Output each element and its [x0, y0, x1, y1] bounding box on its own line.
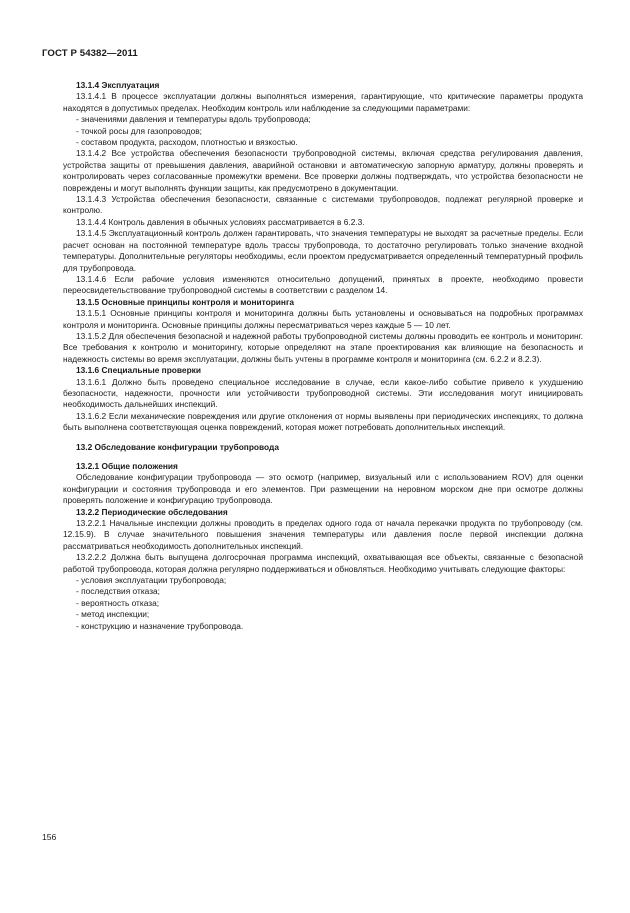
paragraph-13-1-4-4: 13.1.4.4 Контроль давления в обычных условиях рассматривается в 6.2.3. — [76, 216, 365, 227]
paragraph-13-2-2-2: 13.2.2.2 Должна быть выпущена долгосрочная программа инспекций, охватывающая все объекты, связанные с безопасной работой трубопровода, которая должна регулярно поддерживаться и обновляться. Необходимо учитывать следующие факторы: — [63, 552, 583, 574]
paragraph-13-1-4-1: 13.1.4.1 В процессе эксплуатации должны выполняться измерения, гарантирующие, что критические параметры продукта находятся в допустимых пределах. Необходим контроль или наблюдение за следующими параметрами: — [63, 91, 583, 113]
list-item: - точкой росы для газопроводов; — [76, 125, 202, 136]
paragraph-13-1-4-5: 13.1.4.5 Эксплуатационный контроль должен гарантировать, что значения температуры не выходят за расчетные пределы. Если расчет основан на постоянной температуре вдоль трассы трубопровода, то достаточно регулировать только значение входной температуры. Дополнительные регуляторы необходимы, если проектом предусматривается определенный температурный профиль для трубопровода. — [63, 228, 583, 273]
document-body — [63, 80, 583, 632]
list-item: - составом продукта, расходом, плотностью и вязкостью. — [76, 137, 298, 148]
document-header: ГОСТ Р 54382—2011 — [42, 48, 138, 59]
subsection-heading-13-2-1: 13.2.1 Общие положения — [76, 461, 178, 471]
paragraph-13-1-4-3: 13.1.4.3 Устройства обеспечения безопасности, связанные с системами трубопроводов, подлежат регулярной проверке и контролю. — [63, 194, 583, 216]
paragraph-13-1-6-2: 13.1.6.2 Если механические повреждения или другие отклонения от нормы выявлены при периодических инспекциях, то должна быть выполнена соответствующая оценка повреждений, которая может потребовать дополнительных инспекций. — [63, 410, 583, 433]
subsection-heading-13-1-6: 13.1.6 Специальные проверки — [76, 365, 201, 376]
subsection-heading-13-2-2: 13.2.2 Периодические обследования — [76, 506, 228, 517]
list-item: - конструкцию и назначение трубопровода. — [76, 620, 244, 631]
paragraph-13-1-5-2: 13.1.5.2 Для обеспечения безопасной и надежной работы трубопроводной системы должны проводить ее контроль и мониторинг. Все требования к контролю и мониторингу, которые определяют на этапе проектирования как влияющие на безопасность и надежность системы во время эксплуатации, должны быть учтены в программе контроля и мониторинга (см. 6.2.2 и 8.2.3). — [63, 330, 583, 364]
subsection-heading-13-1-5: 13.1.5 Основные принципы контроля и мониторинга — [76, 296, 295, 307]
subsection-heading-13-1-4: 13.1.4 Эксплуатация — [76, 80, 160, 90]
list-item: - вероятность отказа; — [76, 597, 160, 608]
list-item: - последствия отказа; — [76, 586, 160, 597]
list-item: - условия эксплуатации трубопровода; — [76, 575, 227, 586]
paragraph-13-1-6-1: 13.1.6.1 Должно быть проведено специальное исследование в случае, если какое-либо событие привело к ухудшению безопасности, надежности, прочности или устойчивости трубопроводной системы. Эти исследования могут инициировать необходимость дальнейших инспекций. — [63, 376, 583, 410]
section-heading-13-2: 13.2 Обследование конфигурации трубопровода — [76, 441, 279, 452]
paragraph-13-1-4-6: 13.1.4.6 Если рабочие условия изменяются относительно допущений, принятых в проекте, необходимо провести переосвидетельствование трубопроводной системы в соответствии с разделом 14. — [63, 273, 583, 296]
paragraph-13-2-1: Обследование конфигурации трубопровода — это осмотр (например, визуальный или с использованием ROV) для оценки конфигурации и состояния трубопровода и его элементов. При размещении на неровном морском дне при осмотре должны проверять положение и конфигурацию трубопровода. — [63, 472, 583, 506]
paragraph-13-1-4-2: 13.1.4.2 Все устройства обеспечения безопасности трубопроводной системы, включая средства регулирования давления, устройства защиты от превышения давления, аварийной остановки и автоматическую запорную арматуру, должны проверять и контролировать через согласованные промежутки времени. Все проверки должны подтверждать, что устройства безопасности не повреждены и могут выполнять функции защиты, как предусмотрено в документации. — [63, 148, 583, 193]
list-item: - метод инспекции; — [76, 609, 150, 620]
list-item: - значениями давления и температуры вдоль трубопровода; — [76, 114, 311, 125]
paragraph-13-2-2-1: 13.2.2.1 Начальные инспекции должны проводить в пределах одного года от начала перекачки продукта по трубопроводу (см. 12.15.9). В случае значительного повышения значения температуры или давления после первой инспекции должна рассматриваться необходимость дополнительных инспекций. — [63, 518, 583, 551]
paragraph-13-1-5-1: 13.1.5.1 Основные принципы контроля и мониторинга должны быть установлены и основываться на подробных программах контроля и мониторинга. Основные принципы должны пересматриваться через каждые 5 — 10 лет. — [63, 308, 583, 330]
page-number: 156 — [42, 832, 57, 842]
